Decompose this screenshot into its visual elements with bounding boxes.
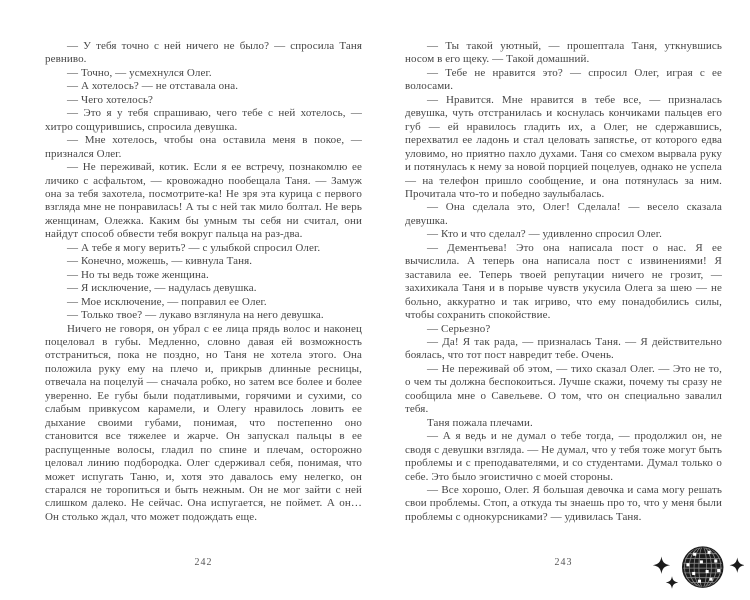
paragraph: — Только твое? — лукаво взглянула на него девушка. xyxy=(67,309,324,322)
paragraph: — Нравится. Мне нравится в тебе все, — призналась девушка, чуть отстранилась и коснулась кончиками пальцев его губ — ей нравилось гладить их, а Олег, не сдержавшись, перехватил ее ладонь и стал целовать запястье, от которого едва уловимо, но приятно пахло духами. Таня со смехом вырвала руку и потянулась к нему за новой порцией поцелуев, однако не успела — на телефон пришло сообщение, и она потянулась за ним. Прочитала что-то и победно заулыбалась. xyxy=(405,93,722,200)
page-right-text xyxy=(405,40,722,524)
paragraph: — Но ты ведь тоже женщина. xyxy=(67,268,209,281)
paragraph: — Не переживай об этом, — тихо сказал Олег. — Это не то, о чем ты должна беспокоиться. Лучше скажи, почему ты сразу не сообщила мне о Савельеве. О том, что он специально завалил тебя. xyxy=(405,362,722,416)
paragraph: — Конечно, можешь, — кивнула Таня. xyxy=(67,255,253,268)
paragraph: — У тебя точно с ней ничего не было? — спросила Таня ревниво. xyxy=(45,40,362,66)
paragraph: — А я ведь и не думал о тебе тогда, — продолжил он, не сводя с девушки взгляда. — Не думал, что у тебя тоже могут быть проблемы и с преподавателями, и со студентами. Думал только о себе. Это было эгоистично с моей стороны. xyxy=(405,430,722,483)
paragraph: — Мое исключение, — поправил ее Олег. xyxy=(67,295,267,308)
paragraph: — Серьезно? xyxy=(427,322,491,335)
page-number-right: 243 xyxy=(554,557,573,568)
paragraph: — Все хорошо, Олег. Я большая девочка и сама могу решать свои проблемы. Стоп, а откуда ты знаешь про то, что у меня были проблемы с однокурсниками? — удивилась Таня. xyxy=(405,483,722,523)
page-number-left: 242 xyxy=(194,557,213,568)
paragraph: — Это я у тебя спрашиваю, чего тебе с ней хотелось, — хитро сощурившись, спросила девушка. xyxy=(45,107,362,133)
paragraph: — Я исключение, — надулась девушка. xyxy=(67,282,257,295)
page-right xyxy=(405,40,722,568)
page-left xyxy=(45,40,362,568)
page-left-text xyxy=(45,40,362,524)
paragraph: Ничего не говоря, он убрал с ее лица прядь волос и наконец поцеловал в губы. Медленно, словно давая ей возможность отстраниться, пока не поздно, но Таня не хотела этого. Она положила руку ему на плечо и, прикрыв длинные ресницы, отвечала на поцелуй — сначала робко, но затем все более и более уверенно. Ее губы были податливыми, горячими и сухими, со слабым привкусом карамели, и Олегу нравилось ловить ее дыхание своими губами, понимая, что постепенно оно становится все тяжелее и жарче. Он запускал пальцы в ее распущенные волосы, гладил по спине и плечам, осторожно целовал линию подбородка. Олег сдерживал себя, понимая, что может испугать Таню, и, хотя это давалось ему нелегко, он старался не торопиться и быть нежным. Он не мог зайти с ней слишком далеко. Не сейчас. Она испугается, не поймет. А он… Он столько ждал, что может подождать еще. xyxy=(45,322,362,523)
paragraph: — Она сделала это, Олег! Сделала! — весело сказала девушка. xyxy=(405,201,722,227)
paragraph: — Да! Я так рада, — призналась Таня. — Я действительно боялась, что тот пост навредит тебе. Очень. xyxy=(405,335,722,362)
paragraph: — Точно, — усмехнулся Олег. xyxy=(67,66,212,79)
paragraph: — А тебе я могу верить? — с улыбкой спросил Олег. xyxy=(67,241,321,254)
paragraph: — Дементьева! Это она написала пост о нас. Я ее вычислила. А теперь она написала пост с извинениями! Я заставила ее. Теперь твоей репутации ничего не грозит, — захихикала Таня и в порыве чувств укусила Олега за шею — не больно, аккуратно и так игриво, что ему понадобились силы, чтобы сохранить спокойствие. xyxy=(405,241,722,322)
paragraph: — Чего хотелось? xyxy=(67,93,154,106)
paragraph: — Тебе не нравится это? — спросил Олег, играя с ее волосами. xyxy=(405,66,722,93)
paragraph: — Мне хотелось, чтобы она оставила меня в покое, — признался Олег. xyxy=(45,134,362,160)
paragraph: Таня пожала плечами. xyxy=(427,416,533,429)
paragraph: — А хотелось? — не отставала она. xyxy=(67,80,239,93)
paragraph: — Не переживай, котик. Если я ее встречу, познакомлю ее личико с асфальтом, — кровожадно пообещала Таня. — Замуж она за тебя захотела, посмотрите-ка! Не зря эта курица с первого взгляда мне не понравилась! А ты с ней так мило болтал. Не верь женщинам, Олежка. Каким бы умным ты себя ни считал, они найдут способ обвести тебя вокруг пальца на раз-два. xyxy=(45,161,362,241)
paragraph: — Кто и что сделал? — удивленно спросил Олег. xyxy=(427,228,662,241)
disco-ball-icon xyxy=(648,542,744,598)
paragraph: — Ты такой уютный, — прошептала Таня, уткнувшись носом в его щеку. — Такой домашний. xyxy=(405,40,722,66)
